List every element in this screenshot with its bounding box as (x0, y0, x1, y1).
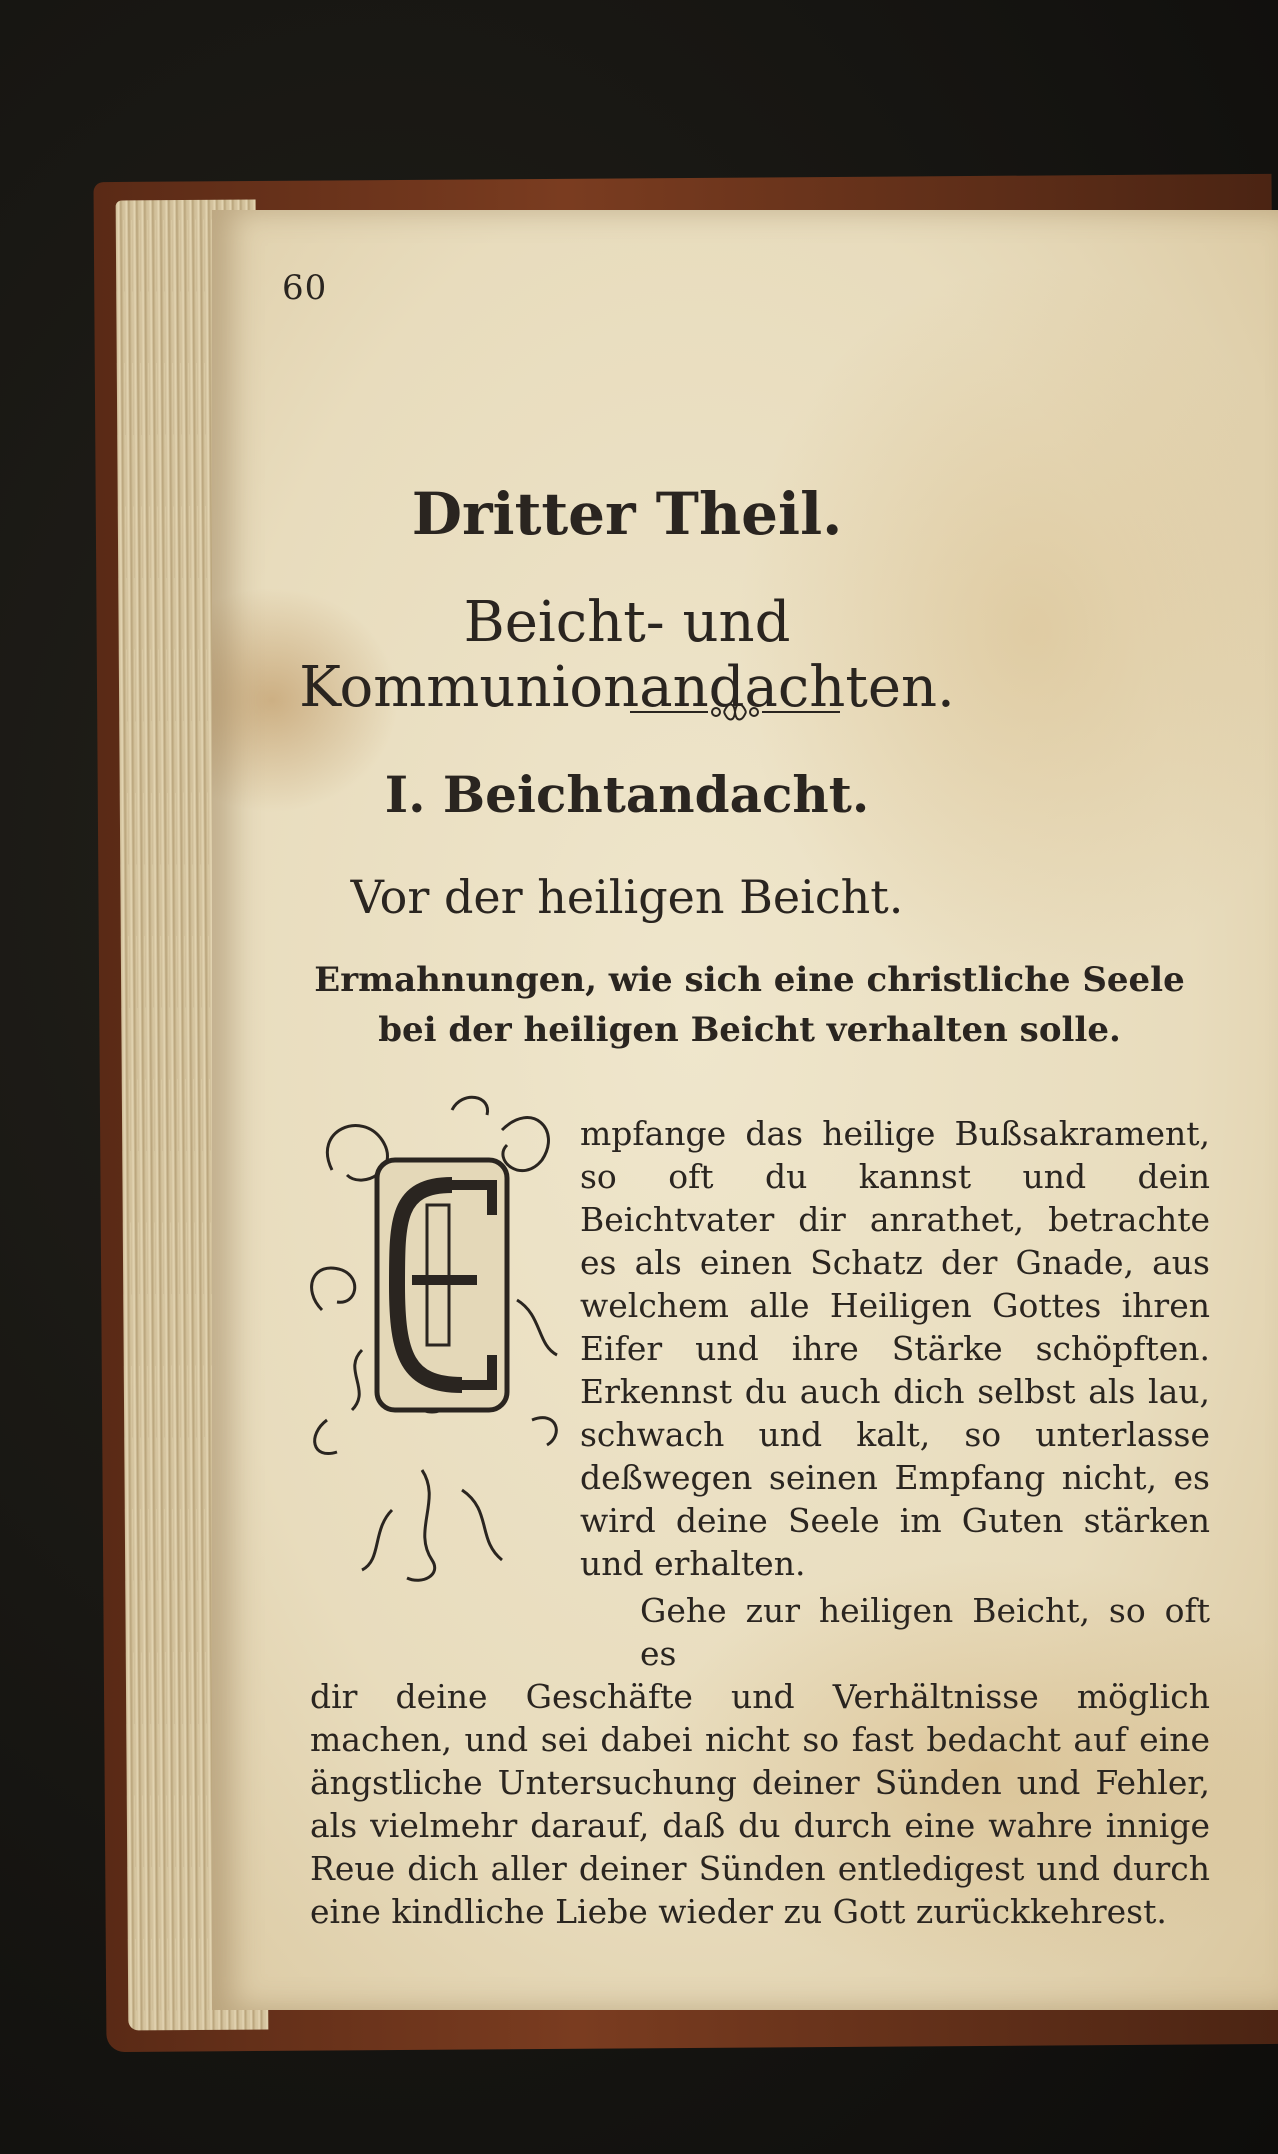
paragraph-2 (310, 1589, 1210, 1933)
chapter-title: I. Beichtandacht. (384, 765, 870, 824)
paragraph-1: mpfange das heilige Bußsakrament, so oft du kannst und dein Beichtvater dir anrathet, betrachte es als einen Schatz der Gnade, aus welchem alle Heiligen Gottes ihren Eifer und ihre Stärke schöpften. Erkennst du auch dich selbst als lau, schwach und kalt, so unterlasse deßwegen seinen Empfang nicht, es wird deine Seele im Guten stärken und erhalten. (580, 1114, 1210, 1583)
paragraph-2-rest: dir deine Geschäfte und Verhältnisse möglich machen, und sei dabei nicht so fast bedacht auf eine ängstliche Untersuchung deiner Sünden und Fehler, als vielmehr darauf, daß du durch eine wahre innige Reue dich aller deiner Sünden entledigest und durch eine kindliche Liebe wieder zu Gott zurückkehrest. (310, 1677, 1210, 1931)
paragraph-2-first-line: Gehe zur heiligen Beicht, so oft es (640, 1591, 1210, 1673)
exhortation-heading: Ermahnungen, wie sich eine christliche Seele bei der heiligen Beicht verhalten solle. (314, 960, 1185, 1050)
subheading: Vor der heiligen Beicht. (350, 870, 904, 924)
book-page (212, 210, 1278, 2010)
decorated-initial (302, 1090, 564, 1590)
ornament-divider (630, 700, 840, 724)
page-number: 60 (282, 268, 328, 308)
part-title: Dritter Theil. (411, 480, 843, 548)
section-title: Beicht- und Kommunionandachten. (299, 590, 955, 720)
